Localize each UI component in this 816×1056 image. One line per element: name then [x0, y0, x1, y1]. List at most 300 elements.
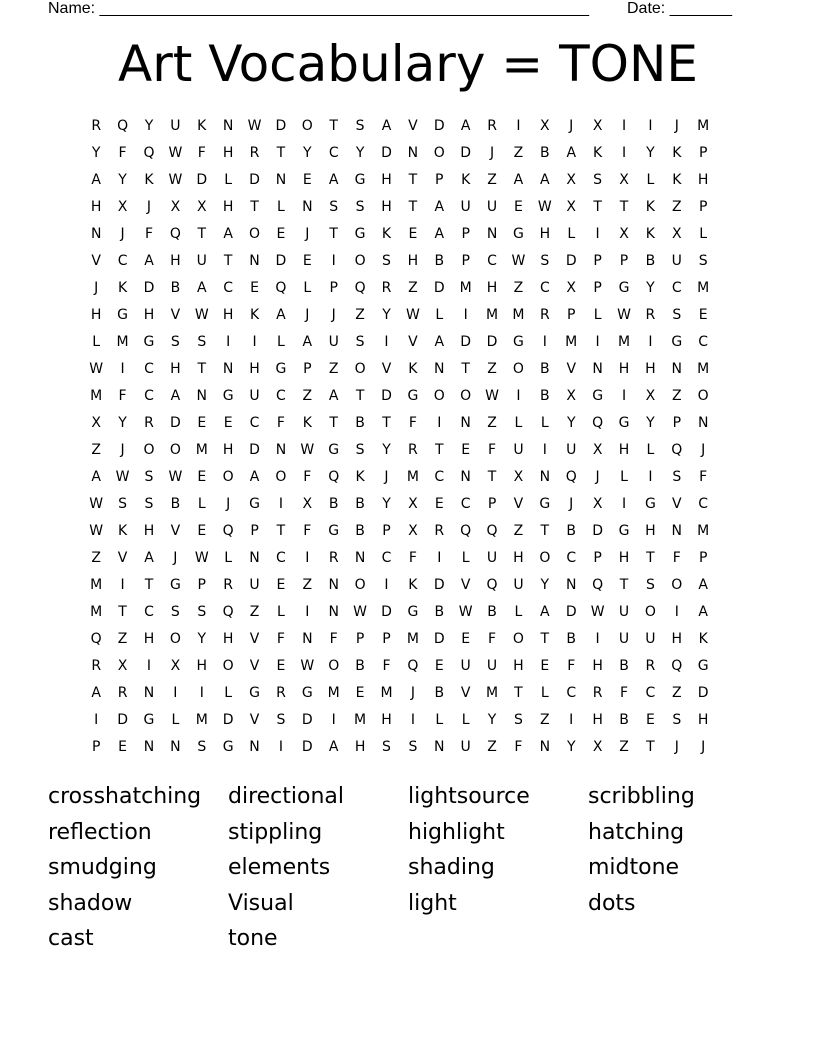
grid-letter: E [408, 226, 418, 242]
grid-letter: U [618, 631, 630, 647]
grid-letter: S [514, 712, 523, 728]
grid-letter: G [222, 388, 234, 404]
grid-letter: C [487, 253, 497, 269]
grid-letter: G [354, 226, 366, 242]
grid-letter: I [516, 118, 521, 134]
grid-letter: G [328, 523, 340, 539]
grid-letter: K [117, 523, 128, 539]
grid-letter: S [144, 469, 154, 485]
grid-letter: P [698, 550, 708, 566]
grid-letter: D [433, 631, 445, 647]
grid-letter: S [170, 334, 180, 350]
grid-letter: I [120, 577, 125, 593]
grid-letter: C [223, 280, 234, 296]
grid-letter: I [648, 469, 653, 485]
grid-letter: P [435, 172, 444, 188]
grid-letter: B [487, 604, 497, 620]
grid-letter: L [461, 712, 470, 728]
grid-letter: W [300, 442, 315, 458]
grid-letter: J [331, 307, 336, 323]
word-item: tone [228, 926, 278, 951]
grid-letter: U [249, 577, 260, 593]
grid-letter: Y [646, 415, 655, 431]
grid-letter: I [146, 658, 152, 674]
grid-letter: N [565, 577, 577, 593]
grid-letter: C [276, 550, 286, 566]
grid-letter: F [567, 658, 576, 674]
grid-letter: G [301, 685, 313, 701]
grid-letter: F [303, 469, 312, 485]
grid-letter: Q [275, 280, 287, 296]
grid-letter: A [302, 334, 313, 350]
grid-letter: X [117, 199, 128, 215]
grid-row [83, 383, 716, 410]
grid-row [83, 437, 716, 464]
grid-letter: E [461, 631, 471, 647]
grid-letter: W [115, 469, 130, 485]
grid-row [83, 221, 716, 248]
grid-letter: A [328, 739, 339, 755]
grid-letter: P [567, 307, 576, 323]
grid-letter: L [646, 172, 655, 188]
grid-letter: O [354, 577, 366, 593]
grid-letter: R [249, 145, 260, 161]
grid-letter: N [460, 469, 471, 485]
grid-letter: K [645, 226, 655, 242]
grid-row [83, 248, 716, 275]
grid-letter: X [302, 496, 313, 512]
grid-letter: F [118, 388, 127, 404]
grid-letter: I [463, 307, 468, 323]
grid-letter: X [408, 496, 418, 512]
grid-letter: R [91, 118, 102, 134]
grid-letter: T [619, 577, 629, 593]
grid-row [83, 653, 716, 680]
grid-row [83, 599, 716, 626]
grid-letter: D [169, 415, 181, 431]
grid-letter: M [486, 685, 499, 701]
grid-letter: W [458, 604, 473, 620]
grid-letter: K [645, 199, 655, 215]
grid-letter: P [329, 280, 338, 296]
grid-letter: M [90, 388, 103, 404]
grid-letter: W [89, 523, 104, 539]
grid-letter: L [514, 604, 523, 620]
grid-letter: C [539, 280, 550, 296]
grid-letter: U [645, 631, 656, 647]
grid-row [83, 140, 716, 167]
grid-row [83, 518, 716, 545]
grid-letter: B [355, 415, 365, 431]
grid-letter: W [617, 307, 631, 323]
grid-letter: S [382, 253, 391, 269]
grid-letter: A [513, 172, 524, 188]
grid-letter: Y [540, 577, 550, 593]
grid-letter: Z [328, 361, 339, 377]
grid-letter: H [90, 199, 102, 215]
grid-letter: X [117, 658, 128, 674]
grid-letter: H [513, 658, 524, 674]
grid-letter: C [698, 334, 709, 350]
grid-letter: E [276, 226, 286, 242]
grid-letter: E [276, 658, 286, 674]
grid-letter: I [305, 550, 310, 566]
grid-letter: L [567, 226, 576, 242]
grid-letter: L [224, 685, 233, 701]
grid-letter: W [353, 604, 368, 620]
grid-letter: X [408, 523, 418, 539]
grid-letter: S [118, 496, 128, 512]
grid-letter: A [196, 280, 207, 296]
grid-letter: M [697, 361, 710, 377]
grid-letter: Q [486, 523, 498, 539]
grid-letter: W [405, 307, 420, 323]
grid-letter: M [380, 685, 393, 701]
grid-letter: G [249, 496, 260, 512]
grid-letter: N [302, 199, 313, 215]
grid-letter: U [486, 199, 498, 215]
grid-letter: X [540, 118, 550, 134]
grid-letter: I [595, 226, 600, 242]
grid-letter: G [354, 172, 366, 188]
grid-letter: D [381, 604, 392, 620]
grid-letter: H [222, 199, 234, 215]
grid-letter: X [566, 172, 577, 188]
grid-letter: M [327, 685, 340, 701]
grid-letter: K [672, 145, 682, 161]
grid-letter: D [117, 712, 128, 728]
grid-letter: P [698, 199, 708, 215]
grid-letter: P [197, 577, 206, 593]
grid-letter: N [249, 550, 260, 566]
name-blank: _______________________________________________________ [99, 0, 589, 17]
grid-letter: A [698, 604, 708, 620]
word-item: cast [48, 926, 94, 951]
grid-letter: F [382, 658, 391, 674]
grid-letter: G [513, 334, 524, 350]
grid-letter: I [252, 334, 257, 350]
grid-letter: R [381, 280, 392, 296]
grid-letter: I [621, 496, 627, 512]
grid-row [83, 626, 716, 653]
grid-letter: Z [513, 523, 524, 539]
grid-letter: J [674, 118, 679, 134]
grid-letter: X [170, 199, 181, 215]
grid-letter: B [540, 388, 550, 404]
word-item: lightsource [408, 784, 530, 809]
grid-letter: H [592, 712, 603, 728]
grid-letter: J [94, 280, 99, 296]
grid-letter: R [91, 658, 102, 674]
grid-letter: X [91, 415, 101, 431]
word-item: Visual [228, 890, 294, 916]
grid-letter: D [196, 172, 208, 188]
grid-letter: Q [117, 118, 129, 134]
grid-letter: U [486, 550, 498, 566]
word-item: highlight [408, 819, 505, 845]
grid-letter: D [249, 172, 260, 188]
grid-letter: X [592, 442, 603, 458]
grid-letter: L [277, 604, 285, 620]
grid-letter: K [408, 577, 418, 593]
grid-letter: C [328, 145, 339, 161]
grid-letter: Q [90, 631, 102, 647]
grid-letter: Z [302, 388, 313, 404]
grid-letter: N [196, 388, 207, 404]
grid-letter: P [698, 145, 708, 161]
grid-letter: I [621, 145, 627, 161]
grid-letter: S [672, 469, 682, 485]
grid-letter: O [460, 388, 472, 404]
grid-letter: Q [486, 577, 498, 593]
grid-letter: H [671, 631, 683, 647]
grid-letter: T [540, 631, 550, 647]
grid-letter: S [197, 739, 207, 755]
grid-letter: C [276, 388, 286, 404]
grid-letter: H [407, 253, 419, 269]
grid-letter: X [671, 226, 682, 242]
grid-letter: I [437, 415, 442, 431]
grid-letter: L [435, 712, 444, 728]
grid-letter: Q [407, 658, 419, 674]
word-item: dots [588, 890, 636, 916]
grid-letter: F [619, 685, 629, 701]
grid-letter: M [486, 307, 499, 323]
grid-letter: W [511, 253, 526, 269]
grid-letter: E [355, 685, 365, 701]
grid-letter: Z [302, 577, 313, 593]
grid-letter: Z [117, 631, 128, 647]
grid-letter: P [593, 550, 602, 566]
grid-letter: I [226, 334, 231, 350]
grid-letter: K [249, 307, 260, 323]
grid-letter: A [91, 469, 101, 485]
grid-letter: W [194, 307, 209, 323]
grid-letter: X [592, 118, 603, 134]
grid-letter: P [461, 226, 470, 242]
grid-letter: H [645, 523, 656, 539]
grid-letter: Z [487, 739, 497, 755]
grid-letter: D [222, 712, 234, 728]
grid-letter: T [408, 199, 418, 215]
grid-letter: N [249, 253, 260, 269]
date-label: Date: [627, 0, 666, 17]
grid-letter: I [173, 685, 178, 701]
grid-letter: H [170, 361, 181, 377]
grid-letter: A [328, 172, 339, 188]
grid-letter: I [648, 334, 653, 350]
grid-letter: Y [303, 145, 312, 161]
grid-letter: A [91, 172, 101, 188]
grid-letter: I [542, 334, 547, 350]
grid-letter: Q [592, 415, 604, 431]
grid-letter: U [249, 388, 260, 404]
grid-letter: D [249, 442, 260, 458]
grid-letter: F [699, 469, 708, 485]
word-item: elements [228, 855, 331, 880]
grid-letter: A [381, 118, 392, 134]
grid-letter: T [514, 685, 523, 701]
grid-letter: I [278, 739, 283, 755]
word-item: stippling [228, 819, 323, 845]
grid-letter: Z [355, 307, 365, 323]
grid-letter: I [331, 253, 336, 269]
grid-letter: L [540, 685, 549, 701]
grid-letter: U [671, 253, 682, 269]
grid-letter: R [328, 550, 339, 566]
grid-letter: C [144, 388, 154, 404]
grid-letter: S [672, 307, 682, 323]
grid-letter: L [646, 442, 655, 458]
grid-letter: G [697, 658, 709, 674]
grid-row [83, 464, 716, 491]
grid-letter: V [566, 361, 577, 377]
grid-letter: W [300, 658, 315, 674]
grid-letter: Z [671, 388, 682, 404]
grid-letter: D [433, 280, 445, 296]
grid-letter: P [303, 361, 312, 377]
grid-letter: Z [408, 280, 418, 296]
grid-letter: Q [671, 442, 683, 458]
grid-letter: E [250, 280, 259, 296]
grid-letter: E [540, 658, 550, 674]
grid-letter: U [513, 442, 524, 458]
grid-letter: R [645, 307, 656, 323]
grid-letter: H [697, 172, 709, 188]
grid-letter: Q [222, 523, 234, 539]
grid-letter: M [116, 334, 129, 350]
grid-letter: C [117, 253, 128, 269]
grid-letter: C [566, 685, 577, 701]
grid-letter: A [91, 685, 101, 701]
grid-letter: P [355, 631, 365, 647]
grid-letter: H [354, 739, 366, 755]
grid-letter: J [489, 145, 495, 161]
grid-letter: F [329, 631, 338, 647]
grid-letter: N [539, 469, 551, 485]
grid-letter: Z [671, 199, 682, 215]
grid-letter: E [118, 739, 128, 755]
grid-letter: M [195, 442, 208, 458]
grid-letter: Z [619, 739, 629, 755]
grid-letter: I [278, 496, 283, 512]
grid-letter: A [434, 226, 445, 242]
grid-letter: I [542, 442, 547, 458]
grid-letter: Y [118, 172, 127, 188]
grid-letter: Q [565, 469, 577, 485]
grid-letter: C [645, 685, 656, 701]
grid-letter: U [460, 739, 471, 755]
grid-letter: N [275, 442, 287, 458]
grid-letter: V [170, 307, 181, 323]
grid-letter: E [197, 523, 207, 539]
grid-letter: F [488, 631, 497, 647]
grid-letter: N [671, 523, 683, 539]
grid-letter: I [595, 334, 600, 350]
grid-letter: E [461, 442, 471, 458]
grid-letter: B [540, 145, 550, 161]
grid-letter: C [698, 496, 709, 512]
grid-letter: T [329, 226, 338, 242]
grid-letter: Y [144, 118, 154, 134]
grid-letter: G [169, 577, 181, 593]
grid-letter: X [645, 388, 656, 404]
grid-letter: Z [487, 415, 497, 431]
grid-letter: N [275, 172, 287, 188]
grid-letter: Y [566, 739, 576, 755]
grid-row [83, 194, 716, 221]
grid-letter: T [197, 226, 207, 242]
grid-letter: O [433, 388, 445, 404]
grid-letter: R [117, 685, 128, 701]
grid-letter: J [120, 442, 125, 458]
grid-letter: F [276, 415, 285, 431]
grid-letter: X [592, 739, 603, 755]
grid-letter: K [117, 280, 128, 296]
grid-letter: O [512, 361, 524, 377]
grid-letter: C [460, 496, 471, 512]
grid-letter: Q [143, 145, 155, 161]
word-item: shading [408, 855, 495, 880]
grid-letter: S [672, 712, 682, 728]
grid-letter: I [410, 712, 415, 728]
grid-letter: N [90, 226, 102, 242]
grid-letter: E [434, 658, 444, 674]
grid-letter: V [170, 523, 181, 539]
grid-letter: N [222, 118, 234, 134]
grid-letter: V [672, 496, 682, 512]
grid-letter: T [329, 118, 338, 134]
grid-letter: S [276, 712, 286, 728]
grid-letter: C [144, 604, 154, 620]
grid-letter: U [566, 442, 577, 458]
grid-letter: G [143, 712, 155, 728]
grid-letter: B [355, 658, 365, 674]
grid-letter: B [355, 496, 365, 512]
grid-letter: S [593, 172, 603, 188]
grid-letter: O [354, 361, 366, 377]
grid-letter: N [434, 739, 445, 755]
grid-letter: O [644, 604, 656, 620]
grid-letter: O [222, 658, 234, 674]
grid-letter: B [619, 712, 629, 728]
grid-letter: B [566, 523, 577, 539]
page-title: Art Vocabulary = TONE [118, 35, 698, 93]
date-field [627, 0, 732, 18]
grid-letter: N [671, 361, 683, 377]
grid-letter: K [698, 631, 708, 647]
grid-letter: X [619, 226, 629, 242]
grid-letter: F [408, 550, 417, 566]
grid-letter: D [460, 145, 472, 161]
grid-letter: E [276, 577, 286, 593]
grid-letter: H [143, 307, 155, 323]
grid-letter: S [355, 442, 365, 458]
grid-letter: J [120, 226, 125, 242]
grid-letter: B [355, 523, 365, 539]
grid-letter: W [168, 172, 183, 188]
grid-letter: U [328, 334, 339, 350]
grid-row [83, 707, 716, 734]
grid-letter: G [618, 523, 630, 539]
grid-letter: A [460, 118, 471, 134]
grid-letter: Z [513, 280, 524, 296]
grid-letter: L [197, 496, 206, 512]
grid-letter: R [408, 442, 418, 458]
grid-letter: O [249, 226, 261, 242]
grid-letter: M [90, 577, 103, 593]
grid-letter: Y [355, 145, 365, 161]
